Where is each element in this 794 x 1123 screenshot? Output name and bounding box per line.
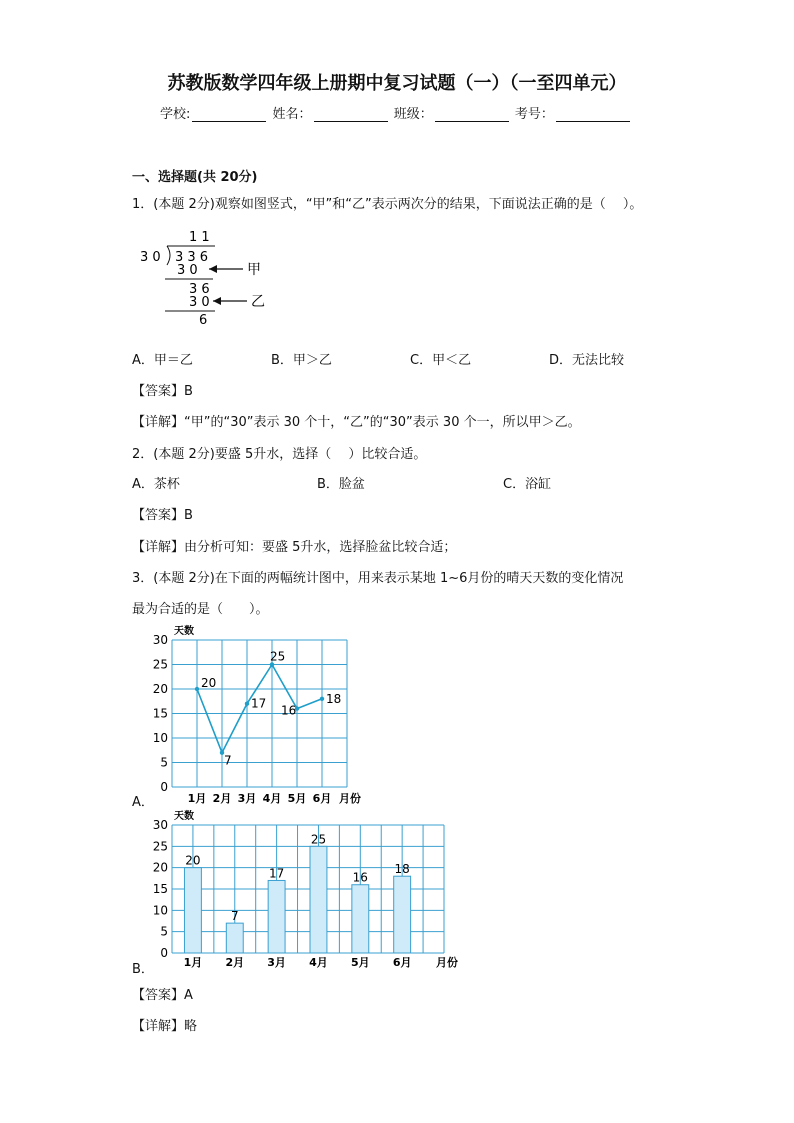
long-division-figure: [135, 225, 275, 330]
y-tick-label: 5: [160, 924, 168, 939]
section-heading: 一、选择题(共 20分): [132, 170, 258, 185]
y-tick-label: 15: [152, 706, 168, 721]
data-label: 25: [270, 649, 286, 664]
x-tick-label: 4月: [262, 792, 282, 805]
q2-detail: [132, 536, 456, 555]
q3-detail-label: 【详解】: [132, 1019, 185, 1034]
x-tick-label: 2月: [212, 792, 232, 805]
division-remain1: 3 6: [189, 282, 210, 297]
y-tick-label: 0: [160, 780, 168, 794]
q3-option-a: A．: [132, 795, 154, 810]
y-tick-label: 30: [152, 818, 168, 832]
data-label: 7: [224, 753, 232, 768]
bar: [268, 880, 285, 953]
school-label: 学校:: [160, 107, 191, 122]
exam-no-blank: [556, 109, 630, 122]
x-tick-label: 1月: [183, 956, 203, 969]
q2-detail-text: 由分析可知：要盛 5升水，选择脸盆比较合适；: [184, 540, 457, 555]
q3-option-b: B．: [132, 962, 154, 977]
class-blank: [435, 109, 509, 122]
y-tick-label: 20: [152, 860, 168, 875]
q3-stem-line1: 3．(本题 2分)在下面的两幅统计图中，用来表示某地 1~6月份的晴天天数的变化情况: [132, 571, 624, 586]
student-info-line: [160, 103, 632, 122]
data-label: 7: [230, 909, 239, 924]
division-remainder: 6: [199, 313, 208, 328]
y-axis-label: 天数: [174, 626, 194, 637]
q1-option-b: B．甲＞乙: [271, 353, 332, 368]
data-label: 20: [185, 853, 201, 868]
school-blank: [192, 109, 266, 122]
bar: [310, 846, 327, 953]
data-label: 16: [352, 870, 368, 885]
y-tick-label: 10: [152, 731, 168, 745]
data-label: 20: [201, 676, 217, 690]
q1-option-a: A．甲＝乙: [132, 353, 193, 368]
x-tick-label: 3月: [237, 792, 257, 805]
label-yi: 乙: [251, 294, 265, 310]
q3-answer: 【答案】A: [132, 988, 193, 1003]
q1-detail-text: “甲”的“30”表示 30 个十，“乙”的“30”表示 30 个一，所以甲＞乙。: [184, 415, 581, 430]
q1-stem: 1．(本题 2分)观察如图竖式，“甲”和“乙”表示两次分的结果，下面说法正确的是（ ）。: [132, 197, 643, 212]
data-label: 25: [310, 832, 327, 847]
q2-option-c: C．浴缸: [503, 477, 552, 492]
division-quotient: 1 1: [189, 230, 210, 245]
data-label: 17: [251, 696, 267, 711]
y-tick-label: 25: [152, 657, 168, 672]
exam-no-label: 考号：: [514, 107, 554, 122]
x-tick-label: 6月: [312, 792, 332, 805]
q2-detail-label: 【详解】: [132, 540, 185, 555]
x-tick-label: 2月: [225, 956, 245, 969]
y-tick-label: 25: [152, 839, 168, 854]
q3-stem-line2: 最为合适的是（ ）。: [132, 602, 269, 617]
y-tick-label: 30: [152, 633, 168, 647]
data-point: [195, 687, 199, 691]
label-jia: 甲: [247, 262, 261, 278]
y-tick-label: 5: [160, 755, 168, 770]
x-axis-label: 月份: [339, 792, 361, 805]
data-point: [245, 702, 249, 706]
q3-detail: [132, 1015, 197, 1034]
q3-detail-text: 略: [184, 1019, 198, 1034]
x-tick-label: 1月: [187, 792, 207, 805]
y-axis-label: 天数: [174, 811, 194, 822]
y-tick-label: 10: [152, 903, 168, 918]
q1-answer: 【答案】B: [132, 384, 193, 399]
division-step1: 3 0: [177, 263, 198, 278]
division-step2: 3 0: [189, 295, 210, 310]
q1-detail-label: 【详解】: [132, 415, 185, 430]
data-label: 16: [281, 703, 297, 718]
y-tick-label: 20: [152, 682, 168, 696]
q2-answer: 【答案】B: [132, 508, 193, 523]
class-label: 班级：: [393, 107, 433, 122]
x-tick-label: 6月: [392, 956, 412, 969]
y-tick-label: 0: [160, 946, 168, 960]
data-label: 18: [326, 691, 342, 706]
data-label: 17: [268, 866, 285, 881]
bar: [352, 885, 369, 953]
q1-option-d: D．无法比较: [549, 353, 625, 368]
x-tick-label: 3月: [267, 956, 286, 969]
name-blank: [314, 109, 388, 122]
division-dividend: 3 3 6: [175, 250, 209, 265]
q1-option-c: C．甲＜乙: [410, 353, 472, 368]
division-divisor: 3 0: [140, 250, 161, 265]
page-title: 苏教版数学四年级上册期中复习试题（一）（一至四单元）: [167, 73, 627, 94]
data-label: 18: [394, 862, 410, 877]
x-tick-label: 4月: [309, 956, 328, 969]
bar: [184, 868, 201, 953]
name-label: 姓名：: [272, 107, 312, 122]
x-tick-label: 5月: [287, 792, 307, 805]
q1-detail: [132, 411, 581, 430]
q2-option-b: B．脸盆: [317, 477, 365, 492]
bar: [394, 876, 411, 953]
y-tick-label: 15: [152, 882, 168, 896]
bar-chart: [140, 806, 470, 971]
q2-stem: 2．(本题 2分)要盛 5升水，选择（ ）比较合适。: [132, 447, 427, 462]
x-axis-label: 月份: [436, 956, 458, 969]
data-point: [320, 697, 324, 701]
q2-option-a: A．茶杯: [132, 477, 180, 492]
x-tick-label: 5月: [350, 956, 370, 969]
line-chart: [140, 618, 380, 808]
bar: [226, 923, 243, 953]
